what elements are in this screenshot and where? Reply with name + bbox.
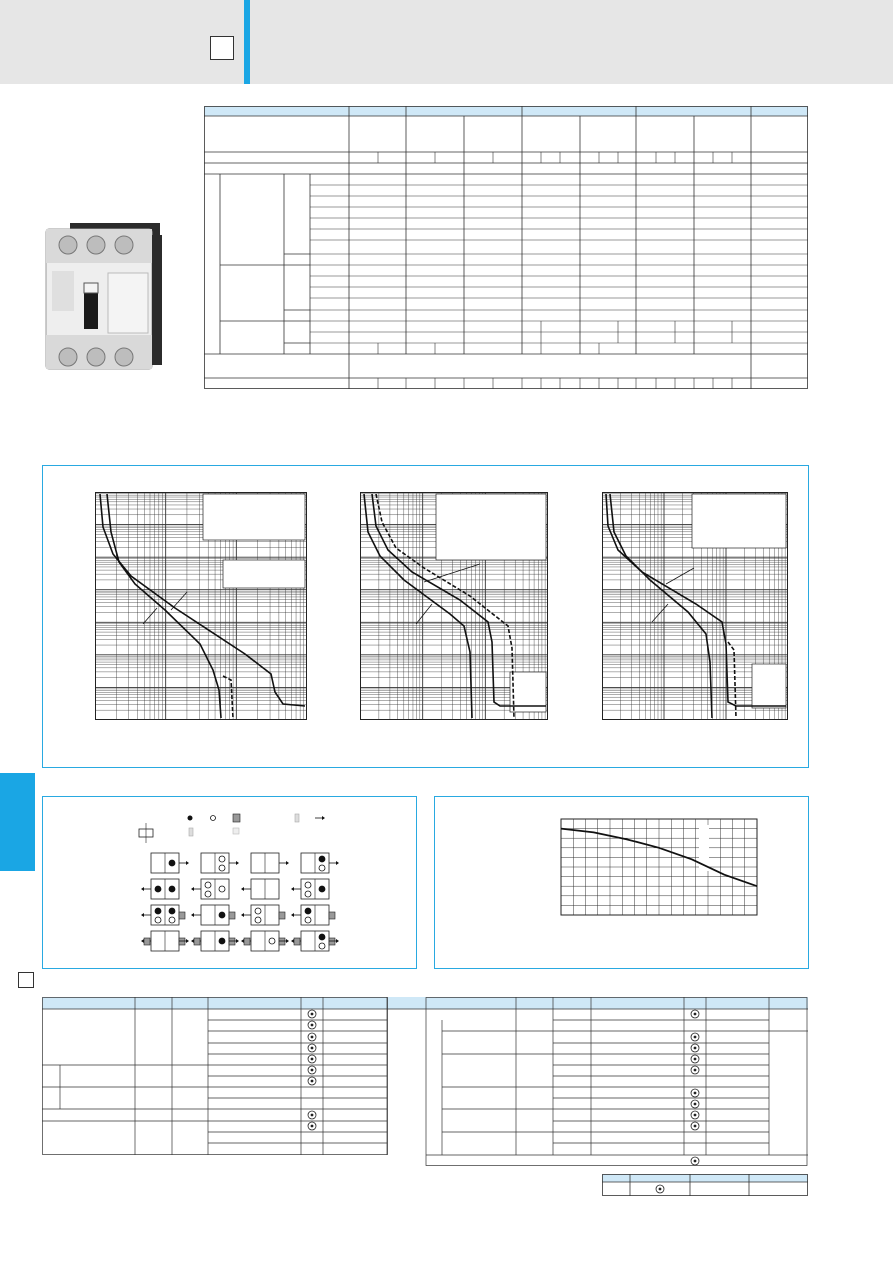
- hatched-terminal: [179, 938, 185, 945]
- legend-open-dot: [211, 816, 216, 821]
- trip-curve-3: [602, 492, 788, 720]
- contact-dot: [169, 917, 175, 923]
- availability-mark-dot: [694, 1092, 697, 1095]
- arrow-head: [291, 913, 294, 917]
- note-box: [752, 664, 786, 708]
- availability-mark-dot: [694, 1069, 697, 1072]
- legend-grey-square: [189, 828, 193, 836]
- section-number-box: [210, 36, 234, 60]
- contact-dot: [219, 886, 225, 892]
- contact-dot: [219, 912, 225, 918]
- note-box: [436, 494, 546, 560]
- contact-dot: [155, 886, 161, 892]
- contact-dot: [219, 865, 225, 871]
- note-box: [203, 494, 305, 540]
- hatched-terminal: [294, 938, 300, 945]
- arrow-head: [191, 887, 194, 891]
- availability-mark-dot: [694, 1103, 697, 1106]
- note-box: [692, 494, 786, 548]
- availability-mark-dot: [694, 1160, 697, 1163]
- arrow-head: [236, 861, 239, 865]
- contact-dot: [305, 917, 311, 923]
- contact-dot: [219, 938, 225, 944]
- hatched-terminal: [244, 938, 250, 945]
- accessory-table: [42, 997, 808, 1167]
- chart-grid: [561, 819, 757, 915]
- arrow-head: [286, 861, 289, 865]
- availability-mark-dot: [311, 1024, 314, 1027]
- arrow-head: [291, 939, 294, 943]
- arrow-head: [191, 913, 194, 917]
- contact-dot: [319, 865, 325, 871]
- contact-dot: [219, 856, 225, 862]
- availability-mark-dot: [311, 1080, 314, 1083]
- contact-dot: [319, 886, 325, 892]
- contact-dot: [205, 891, 211, 897]
- leader-line: [666, 568, 694, 584]
- contact-dot: [319, 856, 325, 862]
- trip-curve-panel: [42, 465, 809, 768]
- hatched-terminal: [329, 912, 335, 919]
- hatched-terminal: [279, 938, 285, 945]
- page-header: [0, 0, 893, 84]
- contact-dot: [155, 917, 161, 923]
- hatched-terminal: [229, 912, 235, 919]
- connection-diagram-panel: [42, 796, 417, 969]
- contact-dot: [269, 938, 275, 944]
- availability-mark-dot: [694, 1125, 697, 1128]
- side-tab: [0, 773, 35, 871]
- arrow-head: [322, 816, 325, 820]
- legend-grey-square: [233, 828, 239, 834]
- table-lines: [42, 997, 808, 1166]
- arrow-head: [336, 939, 339, 943]
- arrow-head: [141, 887, 144, 891]
- arrow-head: [336, 861, 339, 865]
- availability-mark-dot: [311, 1013, 314, 1016]
- legend-hatched-square: [233, 814, 240, 822]
- arrow-head: [286, 939, 289, 943]
- contact-dot: [169, 860, 175, 866]
- derating-chart-panel: [434, 796, 809, 969]
- note-box: [223, 560, 305, 588]
- hatched-terminal: [144, 938, 150, 945]
- footer-legend-table: [602, 1174, 808, 1196]
- trip-curve-2: [360, 492, 548, 720]
- arrow-head: [241, 887, 244, 891]
- hatched-terminal: [179, 912, 185, 919]
- arrow-head: [236, 939, 239, 943]
- contact-dot: [255, 908, 261, 914]
- breaker-photo: [40, 215, 164, 381]
- table-right-frame: [426, 998, 807, 1166]
- curve-dashed: [223, 676, 233, 718]
- contact-dot: [305, 891, 311, 897]
- hatched-terminal: [329, 938, 335, 945]
- contact-dot: [169, 908, 175, 914]
- legend-grey-square: [295, 814, 299, 822]
- arrow-head: [186, 939, 189, 943]
- availability-mark-dot: [694, 1036, 697, 1039]
- contact-dot: [305, 908, 311, 914]
- arrow-head: [241, 913, 244, 917]
- availability-mark-dot: [311, 1047, 314, 1050]
- arrow-head: [241, 939, 244, 943]
- contact-dot: [319, 943, 325, 949]
- section-marker-box: [18, 972, 34, 988]
- arrow-head: [291, 887, 294, 891]
- table-header-fill: [42, 997, 808, 1009]
- contact-dot: [255, 917, 261, 923]
- arrow-head: [191, 939, 194, 943]
- availability-mark-dot: [311, 1114, 314, 1117]
- trip-curve-1: [95, 492, 307, 720]
- specification-table: [204, 106, 808, 389]
- availability-mark-dot: [311, 1125, 314, 1128]
- availability-mark-dot: [694, 1047, 697, 1050]
- arrow-head: [186, 861, 189, 865]
- contact-dot: [169, 886, 175, 892]
- availability-mark-dot: [694, 1058, 697, 1061]
- hatched-terminal: [229, 938, 235, 945]
- contact-dot: [305, 882, 311, 888]
- arrow-head: [141, 939, 144, 943]
- contact-dot: [319, 934, 325, 940]
- availability-mark-dot: [694, 1114, 697, 1117]
- curve-dashed: [728, 642, 736, 718]
- header-accent-bar: [244, 0, 250, 84]
- contact-dot: [155, 908, 161, 914]
- hatched-terminal: [194, 938, 200, 945]
- legend-filled-dot: [188, 816, 193, 821]
- arrow-head: [141, 913, 144, 917]
- contact-dot: [205, 882, 211, 888]
- availability-mark-dot: [311, 1069, 314, 1072]
- hatched-terminal: [279, 912, 285, 919]
- availability-mark-dot: [311, 1036, 314, 1039]
- availability-mark-dot: [311, 1058, 314, 1061]
- availability-mark-dot: [694, 1013, 697, 1016]
- leader-line: [416, 604, 432, 624]
